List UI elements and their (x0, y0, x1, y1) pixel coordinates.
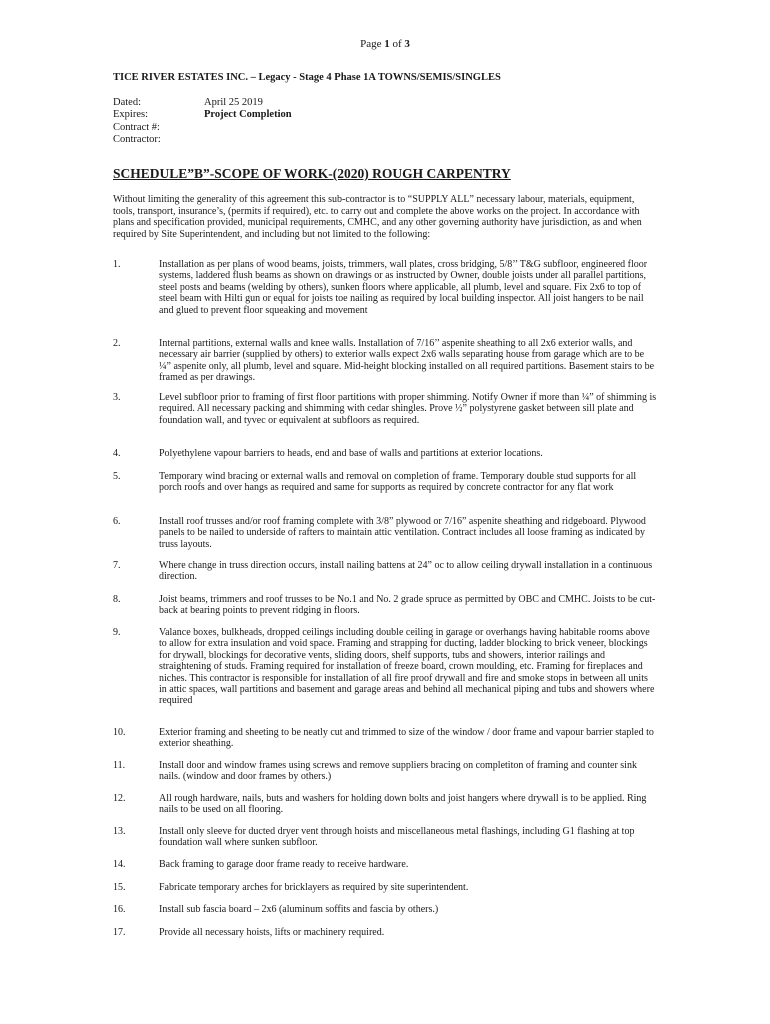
item-text: Install door and window frames using screws and remove suppliers bracing on completiton of framing and counter sink nails. (window and door frames by others.) (159, 760, 637, 783)
meta-value: April 25 2019 (204, 97, 263, 108)
meta-value: Project Completion (204, 109, 292, 121)
item-number: 9. (113, 627, 121, 638)
scope-item-14 (113, 859, 658, 870)
item-number: 4. (113, 448, 121, 459)
item-text: Where change in truss direction occurs, install nailing battens at 24” oc to allow ceiling drywall installation in a continuous direction. (159, 560, 653, 583)
scope-item-8 (113, 594, 658, 617)
meta-label: Contract #: (113, 121, 160, 133)
scope-item-10 (113, 727, 658, 750)
item-text: Internal partitions, external walls and knee walls. Installation of 7/16’’ aspenite sheathing to all 2x6 exterior walls, and necessary air barrier (supplied by others) to exterior walls expect 2x6 walls separating house from garage which are to be ¼” aspenite only, all plumb, level and square. Mid-height blocking installed on all required partitions. Basement stairs to be framed as per drawings. (159, 338, 655, 384)
item-number: 6. (113, 516, 121, 527)
item-number: 17. (113, 927, 126, 938)
scope-item-2 (113, 338, 658, 384)
scope-item-9 (113, 627, 658, 707)
item-number: 1. (113, 259, 121, 270)
scope-item-15 (113, 882, 658, 893)
meta-label: Dated: (113, 97, 141, 108)
item-text: Joist beams, trimmers and roof trusses to be No.1 and No. 2 grade spruce as permitted by OBC and CMHC. Joists to be cut-back at bearing points to prevent ridging in floors. (159, 594, 656, 617)
contract-meta (113, 97, 292, 146)
item-number: 2. (113, 338, 121, 349)
item-number: 14. (113, 859, 126, 870)
item-number: 3. (113, 392, 121, 403)
scope-item-11 (113, 760, 658, 783)
item-text: Back framing to garage door frame ready to receive hardware. (159, 859, 409, 870)
item-text: Installation as per plans of wood beams, joists, trimmers, wall plates, cross bridging, 5/8’’ T&G subfloor, engineered floor systems, laddered flush beams as shown on drawings or as instructed by Owner, double joists under all parallel partitions, steel posts and beams (welding by others), sunken floors where applicable, all plumb, level and square. Fix 2x6 to top of steel beam with Hilti gun or equal for joists toe nailing as required by local building inspector. All joist hangers to be nail and glued to prevent floor squeaking and movement (159, 259, 648, 316)
scope-item-7 (113, 560, 658, 583)
item-text: Install sub fascia board – 2x6 (aluminum soffits and fascia by others.) (159, 904, 439, 915)
scope-item-6 (113, 516, 658, 550)
scope-item-4 (113, 448, 658, 459)
scope-item-17 (113, 927, 658, 938)
item-text: All rough hardware, nails, buts and washers for holding down bolts and joist hangers where drywall is to be applied. Ring nails to be used on all flooring. (159, 793, 647, 816)
item-number: 8. (113, 594, 121, 605)
item-text: Exterior framing and sheeting to be neatly cut and trimmed to size of the window / door frame and vapour barrier stapled to exterior sheathing. (159, 727, 654, 750)
item-text: Provide all necessary hoists, lifts or machinery required. (159, 927, 385, 938)
item-number: 11. (113, 760, 126, 771)
item-number: 15. (113, 882, 126, 893)
item-number: 16. (113, 904, 126, 915)
schedule-heading: SCHEDULE”B”-SCOPE OF WORK-(2020) ROUGH CARPENTRY (113, 166, 511, 181)
intro-paragraph: Without limiting the generality of this agreement this sub-contractor is to “SUPPLY ALL” necessary labour, materials, equipment, tools, transport, insurance’s, (permits if required), etc. to carry out and complete the above works on the project. In accordance with plans and specification provided, municipal requirements, CMHC, and any other governing authority have jurisdiction, as and when required by Site Superintendent, and including but not limited to the following: (113, 194, 642, 240)
item-text: Fabricate temporary arches for bricklayers as required by site superintendent. (159, 882, 469, 893)
meta-row-contract (113, 122, 292, 134)
item-number: 12. (113, 793, 126, 804)
item-number: 10. (113, 727, 126, 738)
item-number: 5. (113, 471, 121, 482)
item-text: Install only sleeve for ducted dryer vent through hoists and miscellaneous metal flashings, including G1 flashing at top foundation wall where sunken subfloor. (159, 826, 635, 849)
item-text: Level subfloor prior to framing of first floor partitions with proper shimming. Notify Owner if more than ¼” of shimming is required. All necessary packing and shimming with cedar shingles. Prove ½” polystyrene gasket between sill plate and foundation wall, and tyvec or equivalent at subfloors as required. (159, 392, 657, 426)
scope-item-3 (113, 392, 658, 426)
scope-item-5 (113, 471, 658, 494)
item-text: Temporary wind bracing or external walls and removal on completion of frame. Temporary double stud supports for all porch roofs and over hangs as required and same for supports as required by concrete contractor for any flat work (159, 471, 637, 494)
meta-row-contractor (113, 134, 292, 146)
page-number: Page 1 of 3 (360, 38, 410, 50)
item-text: Install roof trusses and/or roof framing complete with 3/8” plywood or 7/16” aspenite sheathing and ridgeboard. Plywood panels to be nailed to underside of rafters to maintain attic ventilation. Contract includes all loose framing as indicated by truss layouts. (159, 516, 646, 550)
item-number: 13. (113, 826, 126, 837)
item-text: Valance boxes, bulkheads, dropped ceilings including double ceiling in garage or overhangs having habitable rooms above to allow for extra insulation and void space. Framing and strapping for ducting, ladder blocking to brick veneer, blockings for drywall, blockings for decorative vents, sliding doors, shelf supports, tubs and showers, interior railings and straightening of studs. Framing required for installation of freeze board, crown moulding, etc. Framing for fireplaces and niches. This contractor is responsible for installation of all fire proof drywall and fire and smoke stops in between all units in attic spaces, wall partitions and basement and garage areas and behind all mechanical piping and tubs and showers where required (159, 627, 655, 707)
company-line: TICE RIVER ESTATES INC. – Legacy - Stage 4 Phase 1A TOWNS/SEMIS/SINGLES (113, 72, 501, 83)
meta-label: Contractor: (113, 133, 161, 145)
meta-row-dated (113, 97, 292, 109)
item-text: Polyethylene vapour barriers to heads, end and base of walls and partitions at exterior locations. (159, 448, 543, 459)
item-number: 7. (113, 560, 121, 571)
scope-item-1 (113, 259, 658, 316)
meta-row-expires (113, 109, 292, 121)
scope-item-16 (113, 904, 658, 915)
scope-item-12 (113, 793, 658, 816)
meta-label: Expires: (113, 109, 148, 121)
scope-item-13 (113, 826, 658, 849)
